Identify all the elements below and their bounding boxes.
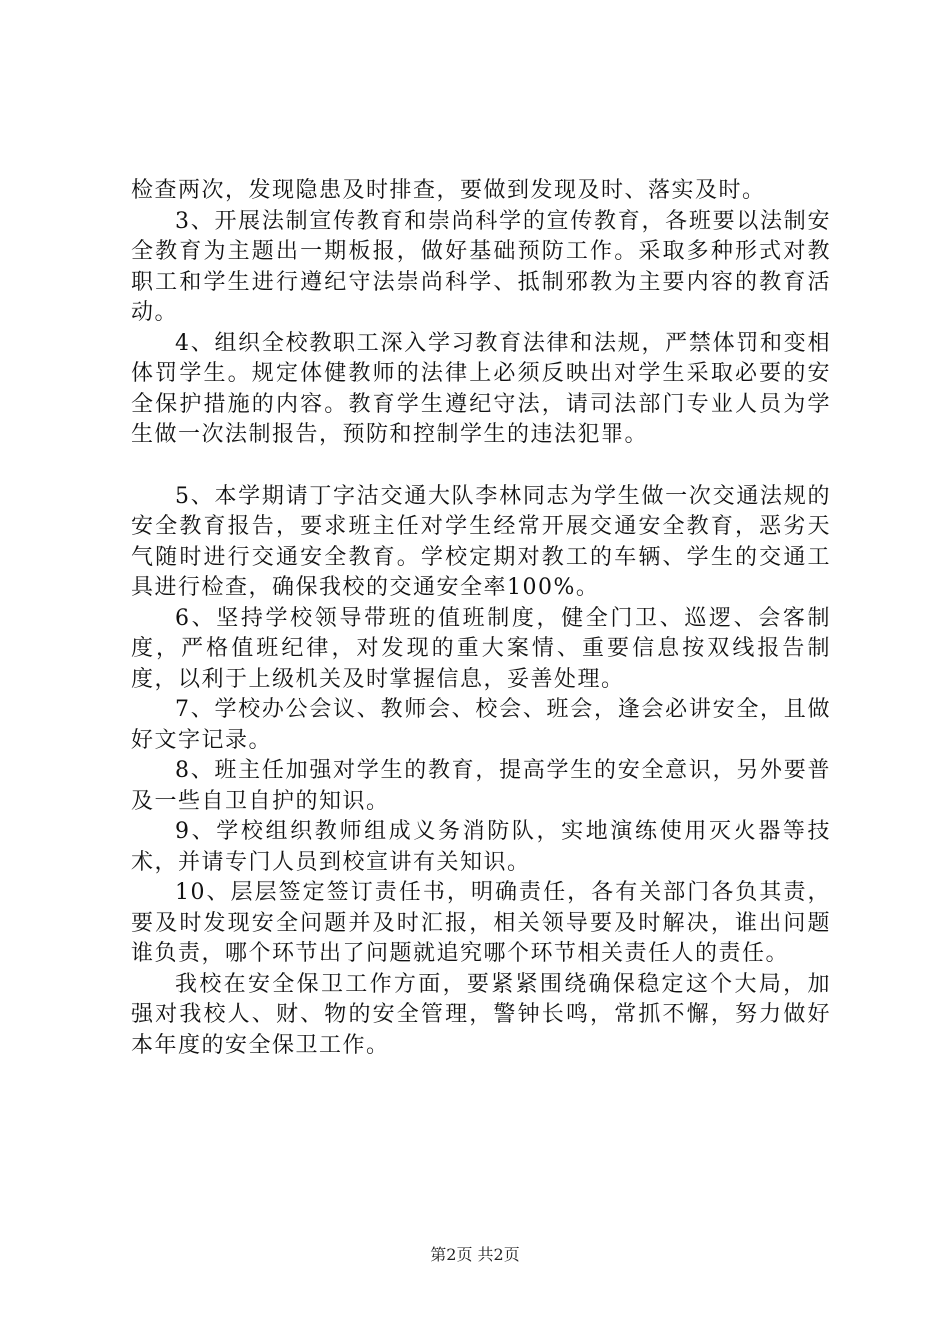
paragraph-item-5: 5、本学期请丁字沽交通大队李林同志为学生做一次交通法规的安全教育报告，要求班主任对学生经常开展交通安全教育，恶劣天气随时进行交通安全教育。学校定期对教工的车辆、学生的交通工具进行检查，确保我校的交通安全率100%。 [131, 483, 831, 600]
paragraph-item-6: 6、坚持学校领导带班的值班制度，健全门卫、巡逻、会客制度，严格值班纪律，对发现的重大案情、重要信息按双线报告制度，以利于上级机关及时掌握信息，妥善处理。 [131, 605, 831, 692]
paragraph-item-10: 10、层层签定签订责任书，明确责任，各有关部门各负其责，要及时发现安全问题并及时汇报，相关领导要及时解决，谁出问题谁负责，哪个环节出了问题就追究哪个环节相关责任人的责任。 [131, 880, 831, 966]
paragraph-item-4: 4、组织全校教职工深入学习教育法律和法规，严禁体罚和变相体罚学生。规定体健教师的法律上必须反映出对学生采取必要的安全保护措施的内容。教育学生遵纪守法，请司法部门专业人员为学生做一次法制报告，预防和控制学生的违法犯罪。 [131, 330, 831, 447]
paragraph-conclusion: 我校在安全保卫工作方面，要紧紧围绕确保稳定这个大局，加强对我校人、财、物的安全管理，警钟长鸣，常抓不懈，努力做好本年度的安全保卫工作。 [131, 971, 831, 1058]
paragraph-item-7: 7、学校办公会议、教师会、校会、班会，逢会必讲安全，且做好文字记录。 [131, 697, 831, 753]
paragraph-item-8: 8、班主任加强对学生的教育，提高学生的安全意识，另外要普及一些自卫自护的知识。 [131, 758, 831, 814]
paragraph-continuation: 检查两次，发现隐患及时排查，要做到发现及时、落实及时。 [131, 178, 766, 203]
paragraph-item-3: 3、开展法制宣传教育和崇尚科学的宣传教育，各班要以法制安全教育为主题出一期板报，做好基础预防工作。采取多种形式对教职工和学生进行遵纪守法崇尚科学、抵制邪教为主要内容的教育活动。 [131, 208, 831, 325]
paragraph-item-9: 9、学校组织教师组成义务消防队，实地演练使用灭火器等技术，并请专门人员到校宣讲有关知识。 [131, 819, 831, 875]
page-number-footer: 第2页 共2页 [430, 1245, 520, 1264]
document-body [131, 176, 831, 1061]
